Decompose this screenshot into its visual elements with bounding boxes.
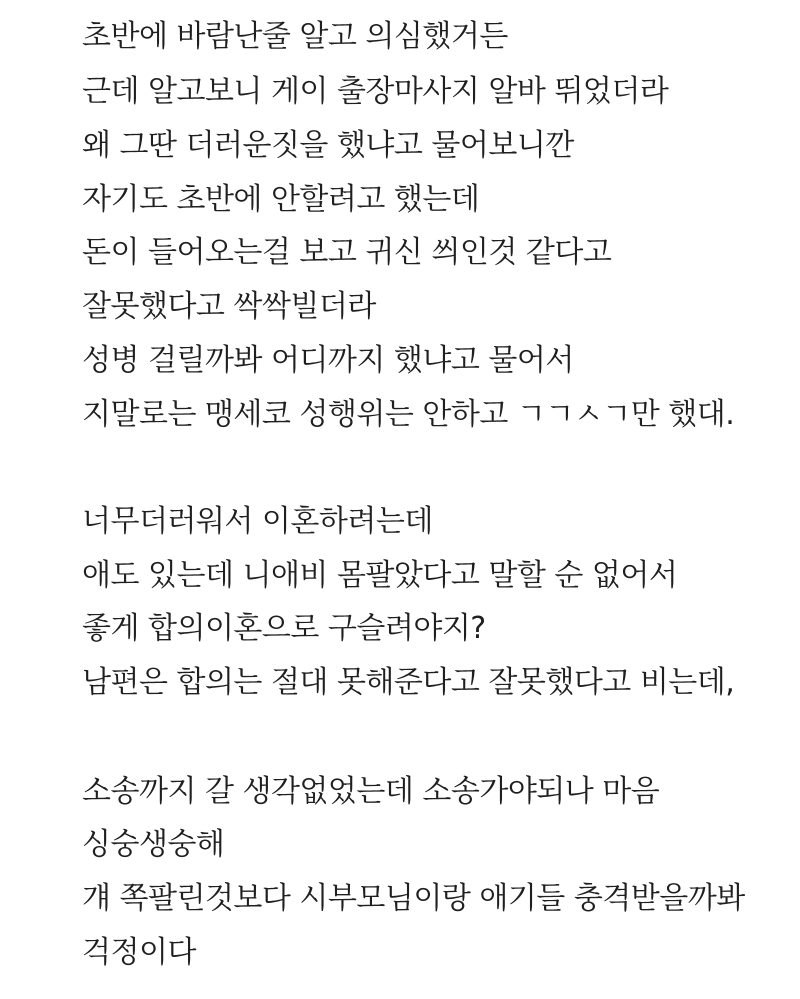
- post-line: 잘못했다고 싹싹빌더라: [82, 289, 376, 324]
- post-line: 애도 있는데 니애비 몸팔았다고 말할 순 없어서: [82, 558, 678, 593]
- post-line: 소송까지 갈 생각없었는데 소송가야되나 마음: [82, 774, 660, 809]
- post-line: 남편은 합의는 절대 못해준다고 잘못했다고 비는데,: [82, 665, 735, 700]
- post-line: 초반에 바람난줄 알고 의심했거든: [82, 19, 508, 54]
- post-line: 좋게 합의이혼으로 구슬려야지?: [82, 611, 486, 646]
- post-line: 성병 걸릴까봐 어디까지 했냐고 물어서: [82, 343, 574, 378]
- post-line: 걱정이다: [82, 935, 196, 970]
- post-line: 근데 알고보니 게이 출장마사지 알바 뛰었더라: [82, 74, 669, 109]
- post-line: 싱숭생숭해: [82, 827, 225, 862]
- post-line: 지말로는 맹세코 성행위는 안하고 ㄱㄱㅅㄱ만 했대.: [82, 397, 735, 432]
- post-line: 돈이 들어오는걸 보고 귀신 씌인것 같다고: [82, 235, 612, 270]
- post-line: 걔 쪽팔린것보다 시부모님이랑 애기들 충격받을까봐: [82, 881, 745, 916]
- post-line: 자기도 초반에 안할려고 했는데: [82, 182, 480, 217]
- post-line: 왜 그딴 더러운짓을 했냐고 물어보니깐: [82, 128, 574, 163]
- post-line: 너무더러워서 이혼하려는데: [82, 504, 433, 539]
